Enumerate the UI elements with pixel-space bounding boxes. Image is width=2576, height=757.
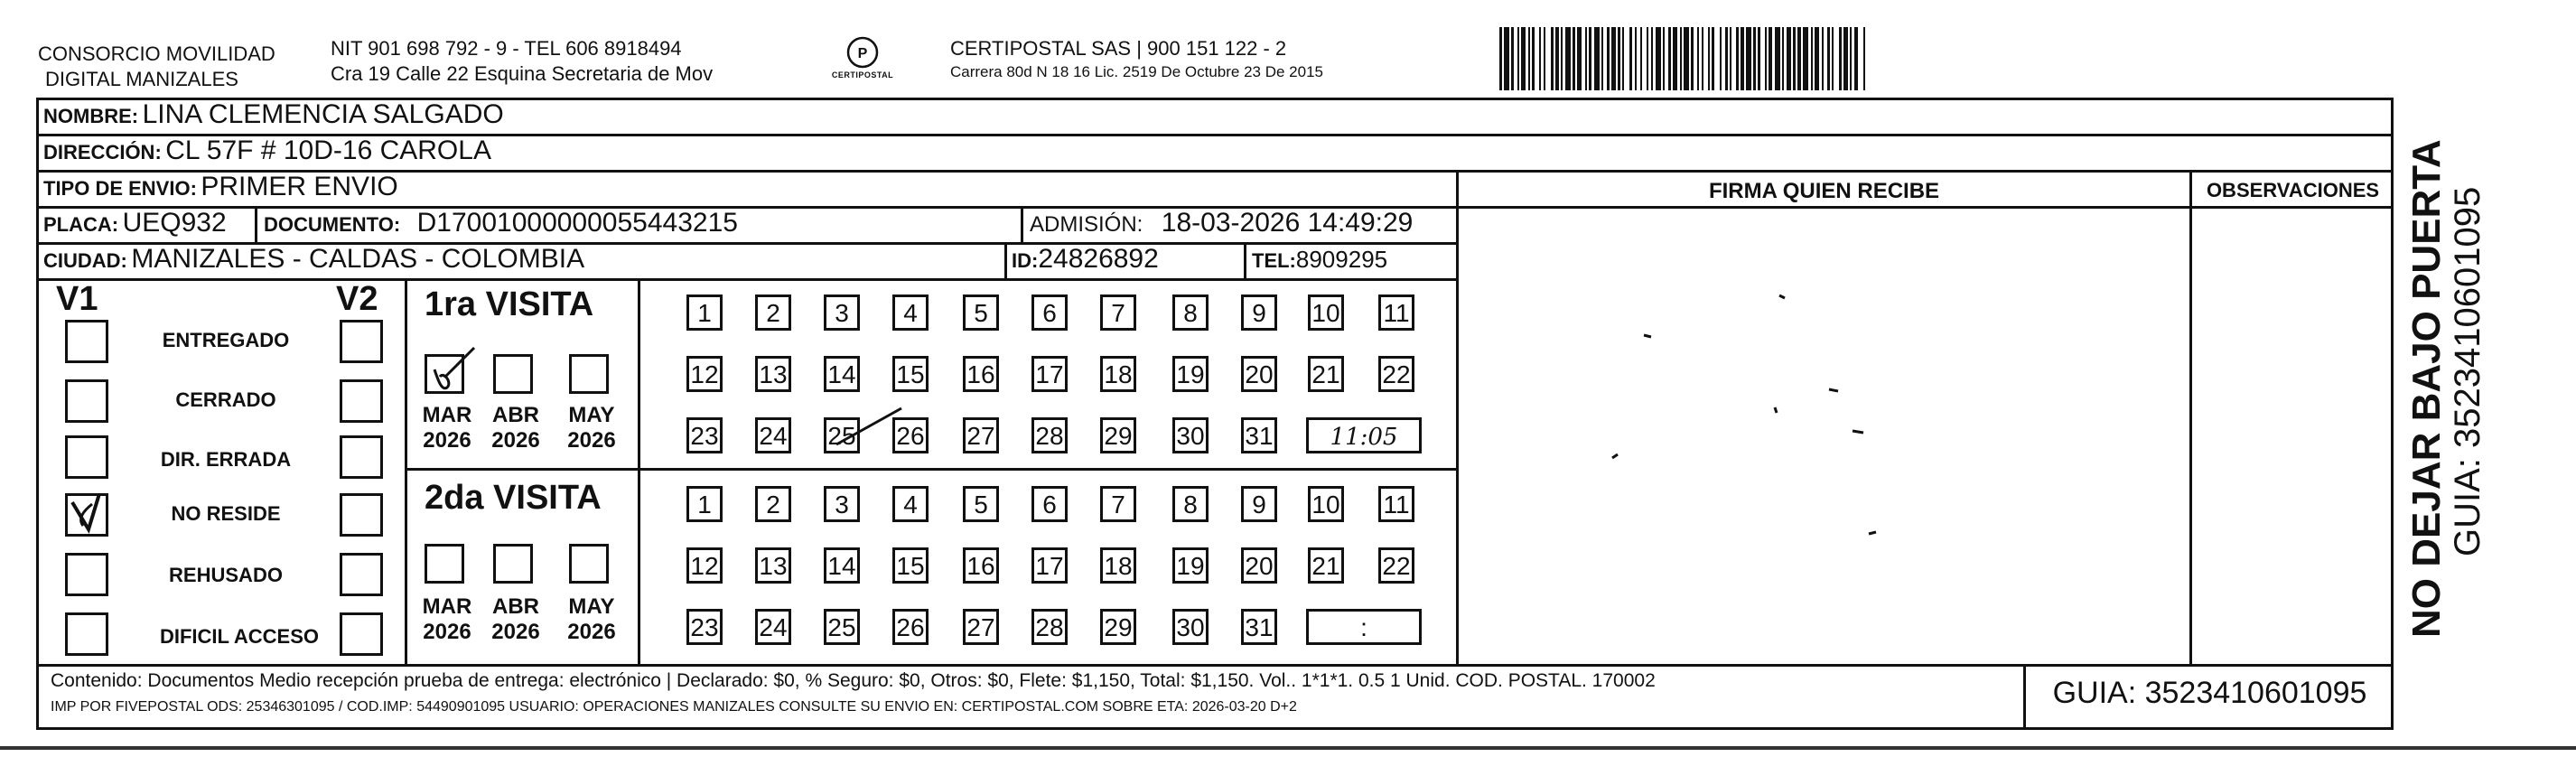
reason-dificil-acceso: DIFICIL ACCESO xyxy=(159,625,319,648)
visit-2-day-box[interactable]: 11 xyxy=(1378,486,1414,522)
svg-text:P: P xyxy=(857,46,868,61)
visit-1-day-box[interactable]: 16 xyxy=(963,356,999,392)
visit-2-time-field[interactable] xyxy=(1306,609,1422,645)
visit-2-month-mar-checkbox[interactable] xyxy=(425,544,464,584)
visit-2-day-box[interactable]: 1 xyxy=(686,486,723,522)
footer-guia: GUIA: 3523410601095 xyxy=(2052,676,2367,710)
visit-2-day-box[interactable]: 3 xyxy=(824,486,860,522)
tipo-value: PRIMER ENVIO xyxy=(201,172,398,201)
visit-2-month-abr-label: ABR 2026 xyxy=(491,594,540,644)
admision-cell xyxy=(1030,208,1413,238)
v1-label: V1 xyxy=(56,280,98,318)
visit-2-day-box[interactable]: 21 xyxy=(1308,547,1344,584)
v2-label: V2 xyxy=(336,280,378,318)
visit-2-day-box[interactable]: 29 xyxy=(1100,609,1136,645)
documento-cell xyxy=(264,208,738,238)
placa-cell xyxy=(43,208,227,238)
reason-rehusado: REHUSADO xyxy=(169,564,283,586)
v2-no-reside-checkbox[interactable] xyxy=(340,493,383,537)
side-warning: NO DEJAR BAJO PUERTA xyxy=(2404,139,2449,638)
visit-2-day-box[interactable]: 25 xyxy=(824,609,860,645)
company-name xyxy=(38,42,275,92)
company-line-1: CONSORCIO MOVILIDAD xyxy=(38,42,275,65)
v2-entregado-checkbox[interactable] xyxy=(340,320,383,363)
id-value: 24826892 xyxy=(1038,244,1159,274)
visit-2-month-may-checkbox[interactable] xyxy=(569,544,609,584)
visit-1-day-box[interactable]: 5 xyxy=(963,294,999,331)
v2-rehusado-checkbox[interactable] xyxy=(340,553,383,596)
visit-2-time-value: : xyxy=(1360,613,1367,641)
visit-2-day-box[interactable]: 23 xyxy=(686,609,723,645)
visit-1-day-box[interactable]: 26 xyxy=(892,417,929,453)
visit-2-day-box[interactable]: 13 xyxy=(755,547,791,584)
visit-2-day-box[interactable]: 12 xyxy=(686,547,723,584)
visit-2-day-box[interactable]: 24 xyxy=(755,609,791,645)
visit-2-month-may-label: MAY 2026 xyxy=(567,594,616,644)
nombre-row xyxy=(43,99,504,130)
tipo-label: TIPO DE ENVIO: xyxy=(43,177,197,200)
v1-dir-errada-checkbox[interactable] xyxy=(65,435,108,479)
visit-2-day-box[interactable]: 9 xyxy=(1241,486,1277,522)
logo-text: CERTIPOSTAL xyxy=(831,70,894,79)
visit-1-day-box[interactable]: 11 xyxy=(1378,294,1414,331)
visit-1-month-abr-checkbox[interactable] xyxy=(493,354,533,394)
observaciones-label: OBSERVACIONES xyxy=(2206,179,2380,201)
placa-label: PLACA: xyxy=(43,213,119,236)
visit-1-day-box[interactable]: 14 xyxy=(824,356,860,392)
tel-value: 8909295 xyxy=(1295,246,1388,273)
visit-2-month-mar-label: MAR 2026 xyxy=(422,594,472,644)
visit-1-day-box[interactable]: 25 xyxy=(824,417,860,453)
visit-2-day-box[interactable]: 7 xyxy=(1100,486,1136,522)
documento-value: D17001000000055443215 xyxy=(416,208,738,238)
footer-imp: IMP POR FIVEPOSTAL ODS: 25346301095 / COD.IMP: 54490901095 USUARIO: OPERACIONES MANIZALES CONSULTE SU ENVIO EN: CERTIPOSTAL.COM SOBRE ETA: 2026-03-20 D+2 xyxy=(51,699,1297,715)
visit-1-day-box[interactable]: 27 xyxy=(963,417,999,453)
v1-cerrado-checkbox[interactable] xyxy=(65,379,108,423)
ciudad-cell xyxy=(43,244,584,275)
visit-1-day-box[interactable]: 13 xyxy=(755,356,791,392)
bottom-edge-line xyxy=(0,746,2576,750)
v1-rehusado-checkbox[interactable] xyxy=(65,553,108,596)
direccion-label: DIRECCIÓN: xyxy=(43,141,162,164)
visit-2-day-box[interactable]: 8 xyxy=(1172,486,1209,522)
v1-entregado-checkbox[interactable] xyxy=(65,320,108,363)
side-guia: GUIA: 3523410601095 xyxy=(2448,186,2487,556)
visit-1-day-box[interactable]: 28 xyxy=(1031,417,1068,453)
visit-2-day-box[interactable]: 19 xyxy=(1172,547,1209,584)
visit-1-day-box[interactable]: 2 xyxy=(755,294,791,331)
certi-line-1: CERTIPOSTAL SAS | 900 151 122 - 2 xyxy=(950,37,1287,60)
visit-1-day-box[interactable]: 12 xyxy=(686,356,723,392)
visit-1-day-box[interactable]: 21 xyxy=(1308,356,1344,392)
day-25-checkmark-icon xyxy=(833,405,905,450)
tel-label: TEL: xyxy=(1252,249,1296,272)
visit-1-day-box[interactable]: 1 xyxy=(686,294,723,331)
visit-2-day-box[interactable]: 26 xyxy=(892,609,929,645)
visit-2-day-box[interactable]: 5 xyxy=(963,486,999,522)
company-contact xyxy=(331,36,713,87)
ciudad-label: CIUDAD: xyxy=(43,249,127,272)
reason-cerrado: CERRADO xyxy=(175,388,276,411)
direccion-value: CL 57F # 10D-16 CAROLA xyxy=(165,136,491,165)
visit-2-day-box[interactable]: 2 xyxy=(755,486,791,522)
visit-1-day-box[interactable]: 15 xyxy=(892,356,929,392)
visit-2-day-box[interactable]: 4 xyxy=(892,486,929,522)
visit-2-month-abr-checkbox[interactable] xyxy=(493,544,533,584)
visit-2-day-box[interactable]: 28 xyxy=(1031,609,1068,645)
visit-1-month-mar-label: MAR 2026 xyxy=(422,403,472,453)
nit-line: NIT 901 698 792 - 9 - TEL 606 8918494 xyxy=(331,37,682,60)
visit-2-day-box[interactable]: 18 xyxy=(1100,547,1136,584)
checkmark-icon xyxy=(65,493,108,537)
visit-1-day-box[interactable]: 7 xyxy=(1100,294,1136,331)
visit-1-day-box[interactable]: 29 xyxy=(1100,417,1136,453)
visit-1-day-box[interactable]: 23 xyxy=(686,417,723,453)
certipostal-logo xyxy=(813,33,912,87)
visit-1-day-box[interactable]: 8 xyxy=(1172,294,1209,331)
reason-no-reside: NO RESIDE xyxy=(171,502,281,525)
visit-1-month-abr-label: ABR 2026 xyxy=(491,403,540,453)
certipostal-info xyxy=(950,36,1323,83)
visit-2-day-box[interactable]: 16 xyxy=(963,547,999,584)
visit-1-day-box[interactable]: 20 xyxy=(1241,356,1277,392)
visit-1-day-box[interactable]: 24 xyxy=(755,417,791,453)
visit-2-day-box[interactable]: 30 xyxy=(1172,609,1209,645)
firma-label: FIRMA QUIEN RECIBE xyxy=(1708,179,1940,203)
visit-1-month-may-checkbox[interactable] xyxy=(569,354,609,394)
visit-1-time-field[interactable] xyxy=(1306,417,1422,453)
visit-1-day-box[interactable]: 4 xyxy=(892,294,929,331)
reason-dir-errada: DIR. ERRADA xyxy=(160,448,292,471)
admision-value: 18-03-2026 14:49:29 xyxy=(1161,208,1414,238)
visit-1-month-may-label: MAY 2026 xyxy=(567,403,616,453)
direccion-row xyxy=(43,136,491,166)
visit-1-day-box[interactable]: 19 xyxy=(1172,356,1209,392)
visit-1-day-box[interactable]: 6 xyxy=(1031,294,1068,331)
visit-1-day-box[interactable]: 9 xyxy=(1241,294,1277,331)
visit-1-day-box[interactable]: 18 xyxy=(1100,356,1136,392)
tel-cell xyxy=(1252,246,1387,274)
id-cell xyxy=(1012,244,1159,275)
ciudad-value: MANIZALES - CALDAS - COLOMBIA xyxy=(131,244,585,274)
visit-1-time-value: 11:05 xyxy=(1330,424,1398,451)
company-line-2: DIGITAL MANIZALES xyxy=(45,68,238,90)
visit-1-title: 1ra VISITA xyxy=(425,285,594,323)
visit-2-day-box[interactable]: 15 xyxy=(892,547,929,584)
v1-no-reside-checkbox[interactable] xyxy=(65,493,108,537)
visit-1-month-mar-checkbox[interactable] xyxy=(425,354,464,394)
barcode xyxy=(1499,27,2222,90)
address-line: Cra 19 Calle 22 Esquina Secretaria de Mov xyxy=(331,62,714,85)
visit-2-day-box[interactable]: 10 xyxy=(1308,486,1344,522)
v1-dificil-acceso-checkbox[interactable] xyxy=(65,612,108,656)
visit-2-day-box[interactable]: 6 xyxy=(1031,486,1068,522)
placa-value: UEQ932 xyxy=(122,208,227,238)
admision-label: ADMISIÓN: xyxy=(1030,212,1143,237)
visit-1-day-box[interactable]: 10 xyxy=(1308,294,1344,331)
signature-area xyxy=(1459,209,2189,664)
footer-contenido: Contenido: Documentos Medio recepción prueba de entrega: electrónico | Declarado: $0, % Seguro: $0, Otros: $0, Flete: $1,150, Total: $1,150. Vol.. 1*1*1. 0.5 1 Unid. COD. POSTAL. 170002 xyxy=(51,670,1656,691)
visit-1-day-box[interactable]: 30 xyxy=(1172,417,1209,453)
visit-2-day-box[interactable]: 14 xyxy=(824,547,860,584)
visit-2-day-box[interactable]: 17 xyxy=(1031,547,1068,584)
visit-2-title: 2da VISITA xyxy=(425,479,602,517)
certi-line-2: Carrera 80d N 18 16 Lic. 2519 De Octubre 23 De 2015 xyxy=(950,63,1323,80)
visit-2-day-box[interactable]: 20 xyxy=(1241,547,1277,584)
v2-cerrado-checkbox[interactable] xyxy=(340,379,383,423)
v2-dir-errada-checkbox[interactable] xyxy=(340,435,383,479)
checkmark-icon xyxy=(422,341,476,395)
nombre-label: NOMBRE: xyxy=(43,105,139,127)
documento-label: DOCUMENTO: xyxy=(264,213,401,236)
reason-entregado: ENTREGADO xyxy=(162,329,290,351)
v2-dificil-acceso-checkbox[interactable] xyxy=(340,612,383,656)
visit-1-day-box[interactable]: 31 xyxy=(1241,417,1277,453)
visit-1-day-box[interactable]: 3 xyxy=(824,294,860,331)
nombre-value: LINA CLEMENCIA SALGADO xyxy=(142,99,504,129)
visit-1-day-box[interactable]: 22 xyxy=(1378,356,1414,392)
visit-2-day-box[interactable]: 31 xyxy=(1241,609,1277,645)
visit-2-day-box[interactable]: 22 xyxy=(1378,547,1414,584)
tipo-row xyxy=(43,172,398,202)
id-label: ID: xyxy=(1012,249,1039,272)
visit-1-day-box[interactable]: 17 xyxy=(1031,356,1068,392)
visit-2-day-box[interactable]: 27 xyxy=(963,609,999,645)
